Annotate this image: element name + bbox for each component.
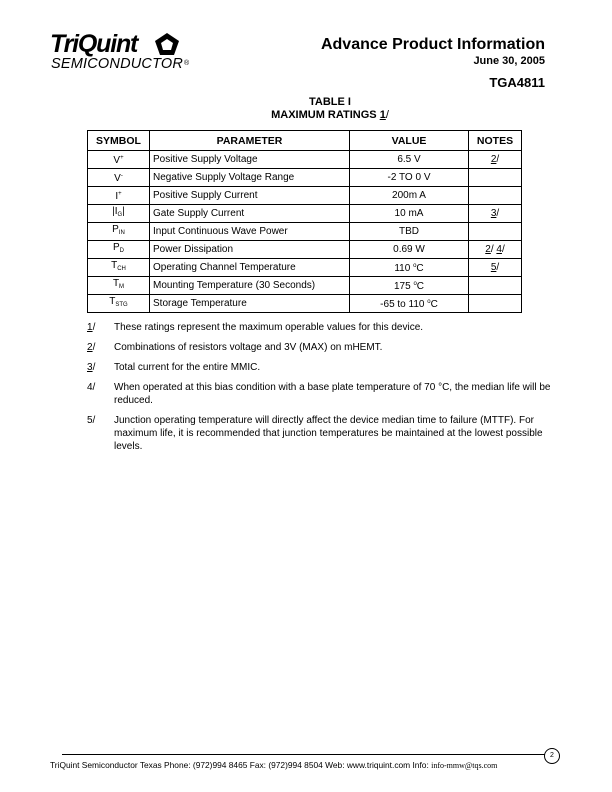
footnote-text: Junction operating temperature will directly affect the device median time to failure (MTTF). For maximum life, it is recommended that junction temperatures be maintained at the lowest possible levels. (114, 415, 543, 452)
note-ref: 2 (485, 243, 491, 255)
header-parameter: PARAMETER (150, 131, 350, 151)
notes-cell (469, 277, 522, 295)
footnote-number: 4/ (87, 382, 96, 393)
document-title: Advance Product Information (320, 36, 545, 53)
value-cell: -65 to 110 $^o$C (350, 295, 469, 313)
table-row (88, 277, 522, 295)
part-number: TGA4811 (489, 75, 545, 90)
notes-cell (469, 223, 522, 241)
value-cell: 110 $^o$C (350, 259, 469, 277)
parameter-cell: Mounting Temperature (30 Seconds) (150, 277, 350, 295)
parameter-cell: Positive Supply Voltage (150, 151, 350, 169)
header-notes: NOTES (469, 131, 522, 151)
table-row (88, 295, 522, 313)
table-row (88, 187, 522, 205)
symbol-cell: V- (88, 169, 150, 187)
table-row (88, 169, 522, 187)
note-ref: 5 (490, 261, 497, 273)
parameter-cell: Positive Supply Current (150, 187, 350, 205)
page-number: 2 (544, 748, 560, 764)
value-cell: 0.69 W (350, 241, 469, 259)
symbol-cell: $P_D$ (88, 241, 150, 259)
company-logo (50, 30, 200, 76)
symbol-cell: $T_M$ (88, 277, 150, 295)
table-subcaption-note-ref: 1/ (379, 109, 389, 121)
table-subcaption: MAXIMUM RATINGS 1/ (271, 109, 389, 121)
notes-cell (469, 187, 522, 205)
value-cell: -2 TO 0 V (350, 169, 469, 187)
parameter-cell: Gate Supply Current (150, 205, 350, 223)
value-cell: 175 $^o$C (350, 277, 469, 295)
logo-subtitle: SEMICONDUCTOR® (51, 56, 190, 72)
footnotes-list (87, 321, 567, 460)
table-caption: TABLE I (309, 96, 351, 108)
table-row (88, 205, 522, 223)
table-row (88, 259, 522, 277)
footnote-text: When operated at this bias condition with a base plate temperature of 70 °C, the median life will be reduced. (114, 382, 551, 406)
symbol-cell: V+ (88, 151, 150, 169)
note-ref: 4 (496, 243, 502, 255)
symbol-cell: $T_{STG}$ (88, 295, 150, 313)
table-row (88, 241, 522, 259)
value-cell: 200m A (350, 187, 469, 205)
notes-cell: 3/ (469, 205, 522, 223)
symbol-cell: $P_{IN}$ (88, 223, 150, 241)
footnote-number: 1/ (87, 322, 96, 333)
note-ref: 2 (490, 153, 497, 165)
note-ref: 3 (490, 207, 497, 219)
parameter-cell: Power Dissipation (150, 241, 350, 259)
footnote-item (87, 321, 567, 334)
table-row (88, 223, 522, 241)
maximum-ratings-table (87, 130, 522, 313)
pentagon-logo-icon (154, 32, 180, 56)
footnote-text: Combinations of resistors voltage and 3V (MAX) on mHEMT. (114, 342, 383, 353)
table-row (88, 151, 522, 169)
symbol-cell: $T_{CH}$ (88, 259, 150, 277)
footnote-item (87, 341, 567, 354)
header-symbol: SYMBOL (88, 131, 150, 151)
parameter-cell: Storage Temperature (150, 295, 350, 313)
footnote-number: 2/ (87, 342, 96, 353)
symbol-cell: $|I_G|$ (88, 205, 150, 223)
footnote-item (87, 414, 567, 453)
footer-contact: TriQuint Semiconductor Texas Phone: (972)994 8465 Fax: (972)994 8504 Web: www.triquint.com Info: info-mmw@tqs.com (50, 760, 498, 770)
parameter-cell: Negative Supply Voltage Range (150, 169, 350, 187)
notes-cell (469, 169, 522, 187)
footer-email: info-mmw@tqs.com (431, 761, 498, 770)
notes-cell (469, 295, 522, 313)
notes-cell: 2/ 4/ (469, 241, 522, 259)
document-date: June 30, 2005 (473, 55, 545, 67)
symbol-cell: I+ (88, 187, 150, 205)
value-cell: 10 mA (350, 205, 469, 223)
value-cell: TBD (350, 223, 469, 241)
footer-divider (62, 754, 545, 755)
notes-cell: 2/ (469, 151, 522, 169)
logo-brand-text: TriQuint (50, 30, 138, 58)
parameter-cell: Operating Channel Temperature (150, 259, 350, 277)
footnote-number: 3/ (87, 362, 96, 373)
value-cell: 6.5 V (350, 151, 469, 169)
footnote-text: Total current for the entire MMIC. (114, 362, 261, 373)
footnote-text: These ratings represent the maximum operable values for this device. (114, 322, 424, 333)
footnote-number: 5/ (87, 415, 96, 426)
footnote-item (87, 381, 567, 407)
notes-cell: 5/ (469, 259, 522, 277)
table-header-row (88, 131, 522, 151)
parameter-cell: Input Continuous Wave Power (150, 223, 350, 241)
header-value: VALUE (350, 131, 469, 151)
footnote-item (87, 361, 567, 374)
